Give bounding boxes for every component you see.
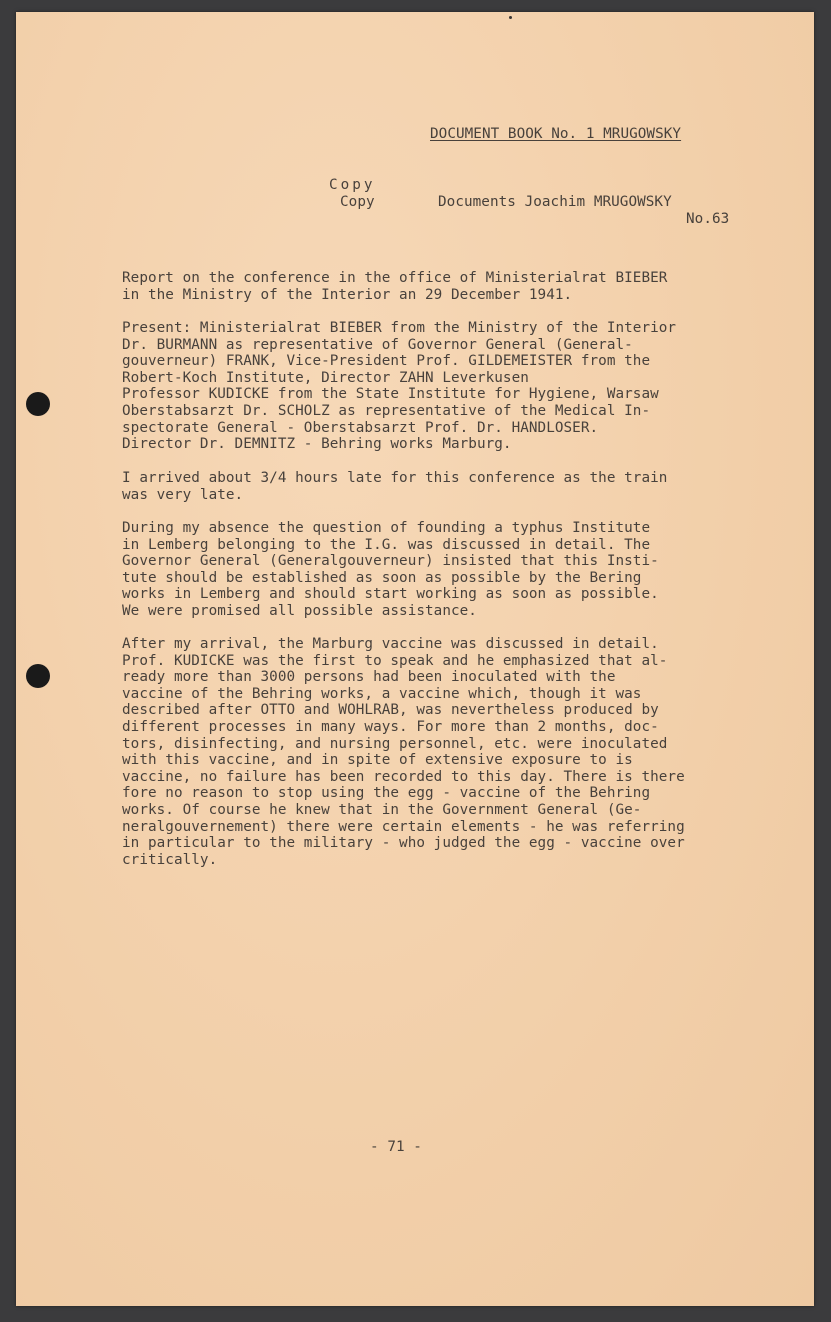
paragraph-absence: During my absence the question of founding a typhus Institute in Lemberg belonging to the I.G. was discussed in detail. The Governor General (Generalgouverneur) insisted that this Insti- tute should be established as soon as possible by the Bering works in Lemberg and should start working as soon as possible. We were promised all possible assistance. [122, 520, 659, 619]
paragraph-vaccine-discussion: After my arrival, the Marburg vaccine was discussed in detail. Prof. KUDICKE was the first to speak and he emphasized that al- ready more than 3000 persons had been inoculated with the vaccine of the Behring works, a vaccine which, though it was described after OTTO and WOHLRAB, was nevertheless produced by different processes in many ways. For more than 2 months, doc- tors, disinfecting, and nursing personnel, etc. were inoculated with this vaccine, and in spite of extensive exposure to is vaccine, no failure has been recorded to this day. There is there fore no reason to stop using the egg - vaccine of the Behring works. Of course he knew that in the Government General (Ge- neralgouvernement) there were certain elements - he was referring in particular to the military - who judged the egg - vaccine over critically. [122, 636, 685, 868]
copy-label-1: Copy [329, 177, 376, 193]
punch-hole-top [26, 392, 50, 416]
punch-hole-bottom [26, 664, 50, 688]
copy-label-2: Copy [340, 194, 375, 210]
ink-speck [509, 16, 512, 19]
paragraph-report-title: Report on the conference in the office of Ministerialrat BIEBER in the Ministry of the Interior an 29 December 1941. [122, 270, 668, 303]
document-reference: Documents Joachim MRUGOWSKY [438, 194, 672, 210]
page-number: - 71 - [370, 1139, 422, 1155]
paragraph-arrival: I arrived about 3/4 hours late for this conference as the train was very late. [122, 470, 668, 503]
paragraph-present: Present: Ministerialrat BIEBER from the Ministry of the Interior Dr. BURMANN as representative of Governor General (General- gouverneur) FRANK, Vice-President Prof. GILDEMEISTER from the Robert-Koch Institute, Director ZAHN Leverkusen Professor KUDICKE from the State Institute for Hygiene, Warsaw Oberstabsarzt Dr. SCHOLZ as representative of the Medical In- spectorate General - Oberstabsarzt Prof. Dr. HANDLOSER. Director Dr. DEMNITZ - Behring works Marburg. [122, 320, 677, 453]
document-number: No.63 [686, 211, 730, 227]
document-heading: DOCUMENT BOOK No. 1 MRUGOWSKY [430, 126, 682, 142]
